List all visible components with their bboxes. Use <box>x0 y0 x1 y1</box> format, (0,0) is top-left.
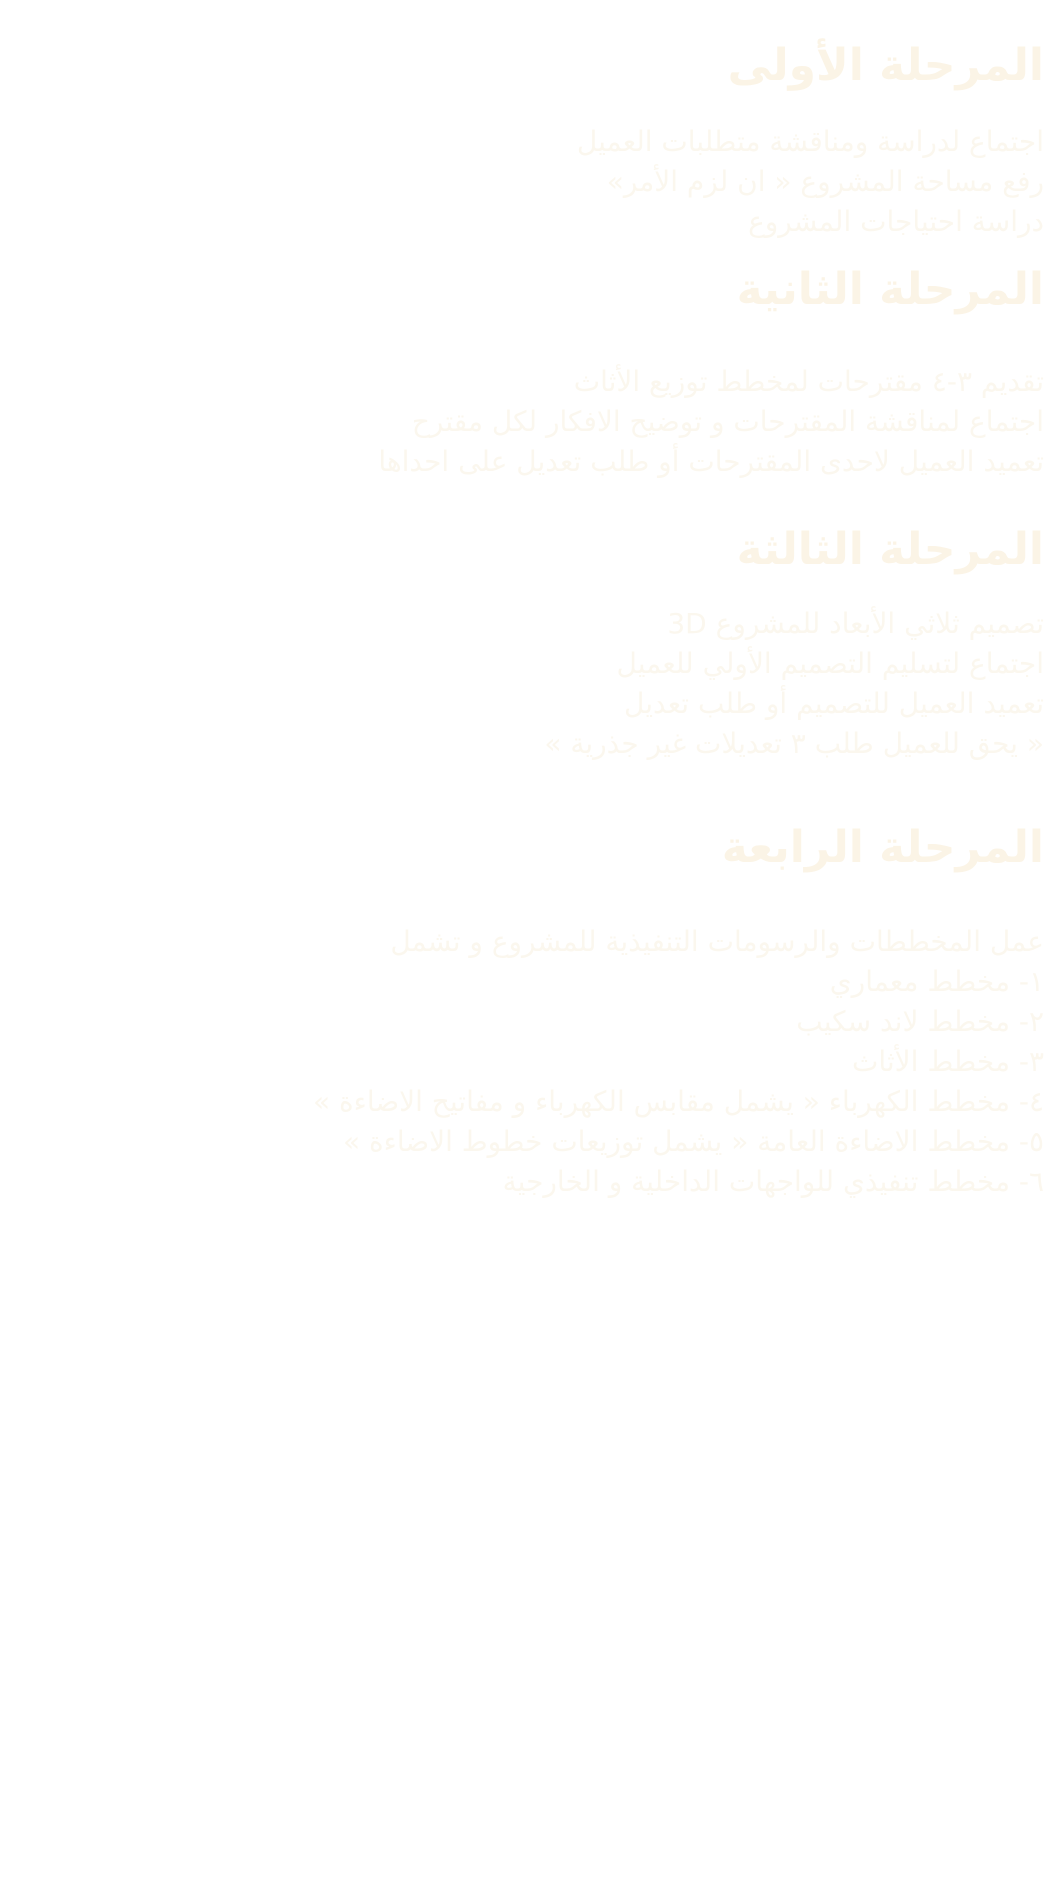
phase-4-step: ١- مخطط معماري <box>829 965 1044 998</box>
phase-2-steps <box>378 362 1044 482</box>
phase-2-step: تعميد العميل لاحدى المقترحات أو طلب تعديل على احداها <box>378 445 1044 478</box>
phase-3-steps <box>544 604 1044 764</box>
phase-4-step: ٤- مخطط الكهرباء « يشمل مقابس الكهرباء و مفاتيح الاضاءة » <box>312 1085 1044 1118</box>
phase-3-step: تعميد العميل للتصميم أو طلب تعديل <box>624 687 1044 720</box>
phase-4-step: ٦- مخطط تنفيذي للواجهات الداخلية و الخارجية <box>502 1165 1044 1198</box>
phase-1-step: اجتماع لدراسة ومناقشة متطلبات العميل <box>576 125 1044 158</box>
phase-3-step: تصميم ثلاثي الأبعاد للمشروع 3D <box>667 607 1044 640</box>
phase-1-step: دراسة احتياجات المشروع <box>748 205 1044 238</box>
phase-4-steps <box>313 922 1044 1202</box>
phase-3-step: « يحق للعميل طلب ٣ تعديلات غير جذرية » <box>544 727 1044 760</box>
phase-4-step: ٣- مخطط الأثاث <box>851 1045 1044 1078</box>
phase-1-step: رفع مساحة المشروع « ان لزم الأمر» <box>606 165 1044 198</box>
phase-4-title: المرحلة الرابعة <box>721 822 1044 873</box>
phase-4-step: عمل المخططات والرسومات التنفيذية للمشروع و تشمل <box>390 925 1044 958</box>
phase-3-title: المرحلة الثالثة <box>736 524 1044 575</box>
phase-2-step: اجتماع لمناقشة المقترحات و توضيح الافكار لكل مقترح <box>411 405 1044 438</box>
phase-1-title: المرحلة الأولى <box>727 40 1044 91</box>
phase-2-title: المرحلة الثانية <box>736 264 1044 315</box>
phase-1-steps <box>577 122 1044 242</box>
phase-4-step: ٢- مخطط لاند سكيب <box>796 1005 1044 1038</box>
phase-4-step: ٥- مخطط الاضاءة العامة « يشمل توزيعات خطوط الاضاءة » <box>342 1125 1044 1158</box>
phase-3-step: اجتماع لتسليم التصميم الأولي للعميل <box>616 647 1044 680</box>
phase-2-step: تقديم ٣-٤ مقترحات لمخطط توزيع الأثاث <box>573 365 1044 398</box>
